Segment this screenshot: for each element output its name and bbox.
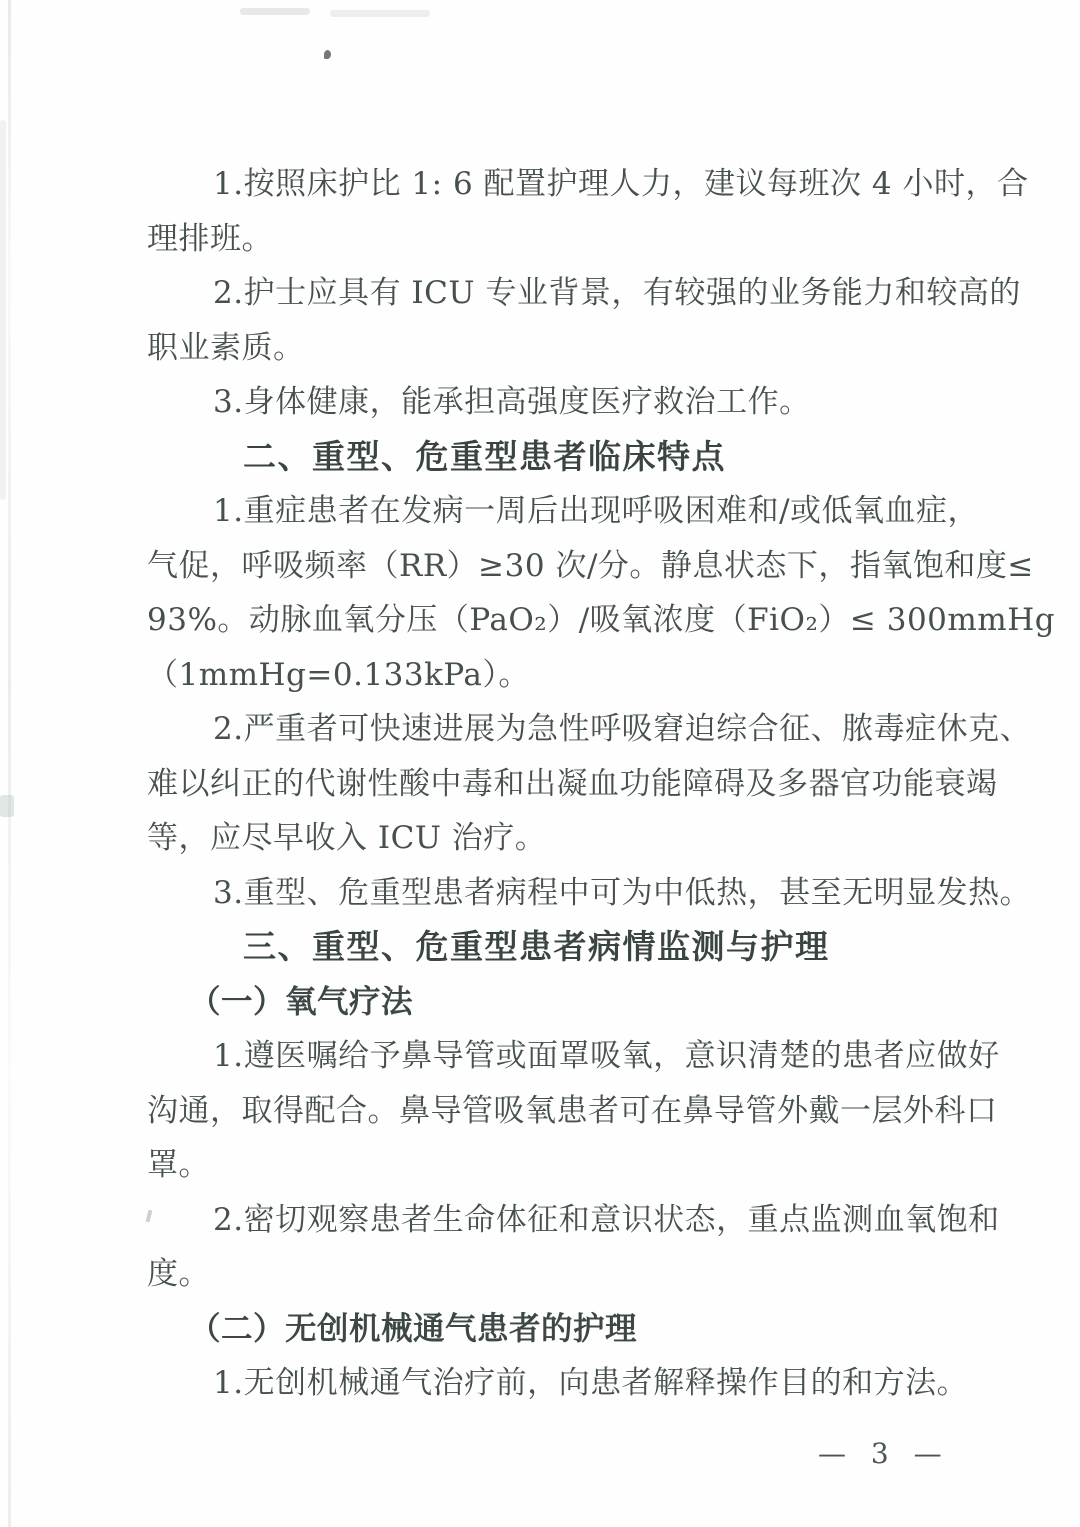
text-line: 气促，呼吸频率（RR）≥30 次/分。静息状态下，指氧饱和度≤: [147, 547, 1034, 584]
text-line: 1.遵医嘱给予鼻导管或面罩吸氧，意识清楚的患者应做好: [213, 1038, 1000, 1074]
subsection-heading: （一）氧气疗法: [189, 982, 414, 1020]
text-line: 度。: [147, 1256, 210, 1292]
ink-speck: [324, 50, 331, 59]
text-line: 等，应尽早收入 ICU 治疗。: [147, 820, 547, 856]
scan-smudge: [330, 10, 430, 17]
subsection-heading: （二）无创机械通气患者的护理: [189, 1309, 638, 1347]
scan-edge-artifact: [8, 0, 11, 1527]
text-line: （1mmHg=0.133kPa）。: [147, 656, 530, 693]
text-line: 3.重型、危重型患者病程中可为中低热，甚至无明显发热。: [213, 874, 1032, 911]
text-line: 1.重症患者在发病一周后出现呼吸困难和/或低氧血症，: [213, 493, 980, 529]
text-line: 1.无创机械通气治疗前，向患者解释操作目的和方法。: [213, 1365, 969, 1401]
section-heading: 二、重型、危重型患者临床特点: [243, 436, 726, 476]
scan-smudge: [0, 795, 14, 817]
text-line: 2.严重者可快速进展为急性呼吸窘迫综合征、脓毒症休克、: [213, 711, 1032, 747]
text-line: 2.护士应具有 ICU 专业背景，有较强的业务能力和较高的: [213, 275, 1021, 311]
page-number: — 3 —: [818, 1437, 950, 1470]
text-line: 难以纠正的代谢性酸中毒和出凝血功能障碍及多器官功能衰竭: [147, 765, 998, 802]
text-line: 沟通，取得配合。鼻导管吸氧患者可在鼻导管外戴一层外科口: [147, 1092, 998, 1129]
text-line: 2.密切观察患者生命体征和意识状态，重点监测血氧饱和: [213, 1201, 1000, 1238]
text-line: 理排班。: [147, 220, 273, 257]
text-line: 职业素质。: [147, 329, 305, 366]
text-line: 1.按照床护比 1: 6 配置护理人力，建议每班次 4 小时，合: [213, 166, 1029, 202]
document-text-block: [147, 157, 1056, 1411]
text-line: 3.身体健康，能承担高强度医疗救治工作。: [213, 384, 811, 420]
section-heading: 三、重型、危重型患者病情监测与护理: [243, 927, 830, 966]
text-line: 93%。动脉血氧分压（PaO₂）/吸氧浓度（FiO₂）≤ 300mmHg: [147, 602, 1056, 638]
text-line: 罩。: [147, 1147, 210, 1183]
scan-smudge: [0, 120, 6, 500]
scan-smudge: [240, 8, 310, 15]
